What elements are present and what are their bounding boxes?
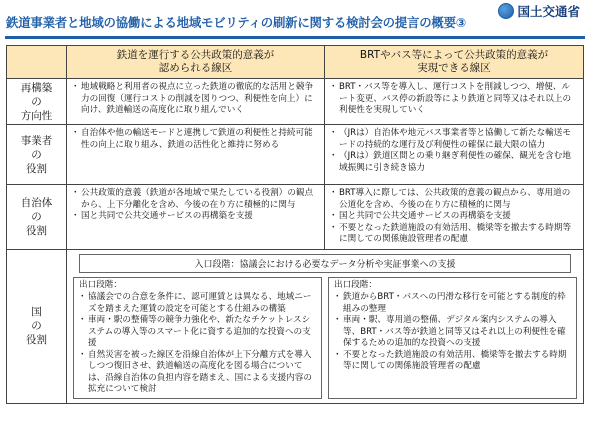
list-item: ・ 公共政策的意義（鉄道が各地域で果たしている役割）の観点から、上下分離化を含め、今後の在り方に積極的に関与 — [72, 188, 319, 211]
table-row — [7, 125, 584, 185]
row-header-direction-text: 再構築 の 方向性 — [20, 81, 53, 122]
table-corner — [7, 46, 67, 79]
ministry-badge — [498, 2, 580, 20]
col-header-rail — [67, 46, 325, 79]
title-underline — [5, 36, 585, 39]
table-row — [7, 79, 584, 125]
exit-stage-rail — [73, 277, 322, 399]
exit-stage-rail-label: 出口段階： — [79, 279, 122, 290]
row-header-municipality — [7, 185, 67, 250]
bullet-list — [330, 82, 578, 117]
col-header-rail-text: 鉄道を運行する公共政策的意義が 認められる線区 — [116, 49, 275, 74]
col-header-brt — [325, 46, 584, 79]
exit-stage-brt-label: 出口段階： — [334, 279, 377, 290]
bullet-list — [72, 82, 319, 117]
row-header-operator — [7, 125, 67, 185]
exit-stage-boxes — [73, 277, 577, 399]
list-item: ・ 国と共同で公共交通サービスの再構築を支援 — [72, 211, 319, 223]
list-item: ・ 不要となった鉄道施設の有効活用、橋梁等を撤去する時期等に関しての関係施設管理者の配慮 — [330, 223, 578, 246]
row-header-operator-text: 事業者 の 役割 — [20, 134, 53, 175]
bullet-list — [72, 188, 319, 223]
list-item: ・ BRT・バス等を導入し、運行コストを削減しつつ、増便、ルート変更、バス停の新設等により鉄道と同等又はそれ以上の利便性を実現していく — [330, 82, 578, 117]
row-header-national-text: 国 の 役割 — [26, 306, 47, 346]
ministry-logo-icon — [498, 3, 514, 19]
cell-direction-brt — [325, 79, 584, 125]
table-row — [7, 185, 584, 250]
list-item: ・ 地域戦略と利用者の視点に立った鉄道の徹底的な活用と競争力の回復（運行コストの削減を図りつつ、利便性を向上）に向け、鉄道輸送の高度化に取り組んでいく — [72, 82, 319, 117]
list-item: ・ 自然災害を被った線区を沿線自治体が上下分離方式を導入しつつ復旧させ、鉄道輸送の高度化を図る場合については、沿線自治体の負担内容を踏まえ、国による支援内容の拡充について検討 — [79, 350, 316, 396]
cell-operator-rail — [67, 125, 325, 185]
table-row — [7, 249, 584, 403]
list-item: ・ 不要となった鉄道施設の有効活用、橋梁等を撤去する時期等に関しての関係施設管理者の配慮 — [334, 350, 571, 373]
entry-stage-box: 入口段階：協議会における必要なデータ分析や実証事業への支援 — [79, 254, 571, 273]
bullet-list — [72, 128, 319, 151]
row-header-municipality-text: 自治体 の 役割 — [20, 196, 53, 237]
list-item: ・ （JRは）鉄道区間との乗り継ぎ利便性の確保、観光を含む地域振興に引き続き協力 — [330, 151, 578, 174]
slide-header — [0, 0, 590, 42]
list-item: ・ 協議会での合意を条件に、認可運賃とは異なる、地域ニーズを踏まえた運賃の設定を可能とする仕組みの構築 — [79, 292, 316, 315]
list-item: ・ 自治体や他の輸送モードと連携して鉄道の利便性と持続可能性の向上に取り組み、鉄道の活性化と維持に努める — [72, 128, 319, 151]
cell-municipality-brt — [325, 185, 584, 250]
cell-operator-brt — [325, 125, 584, 185]
ministry-name: 国土交通省 — [517, 4, 580, 19]
list-item: ・ 国と共同で公共交通サービスの再構築を支援 — [330, 211, 578, 223]
row-header-direction — [7, 79, 67, 125]
exit-stage-brt — [328, 277, 577, 399]
list-item: ・ BRT導入に際しては、公共政策的意義の観点から、専用道の公道化を含め、今後の在り方に積極的に関与 — [330, 188, 578, 211]
col-header-brt-text: BRTやバス等によって公共政策的意義が 実現できる線区 — [359, 49, 549, 74]
list-item: ・ 車両・駅、専用道の整備、デジタル案内システムの導入等、BRT・バス等が鉄道と同等又はそれ以上の利便性を確保するための追加的な投資への支援 — [334, 315, 571, 350]
bullet-list — [79, 292, 316, 396]
list-item: ・ 鉄道からBRT・バスへの円滑な移行を可能とする制度的枠組みの整理 — [334, 292, 571, 315]
bullet-list — [330, 128, 578, 174]
list-item: ・ 車両・駅の整備等の競争力強化や、新たなチケットレスシステムの導入等のスマート化に資する追加的な投資への支援 — [79, 315, 316, 350]
cell-municipality-rail — [67, 185, 325, 250]
slide-title: 鉄道事業者と地域の協働による地域モビリティの刷新に関する検討会の提言の概要③ — [6, 15, 467, 30]
list-item: ・ （JRは）自治体や地元バス事業者等と協働して新たな輸送モードの持続的な運行及び利便性の確保に最大限の協力 — [330, 128, 578, 151]
cell-national — [67, 249, 584, 403]
cell-direction-rail — [67, 79, 325, 125]
row-header-national — [7, 249, 67, 403]
bullet-list — [330, 188, 578, 246]
bullet-list — [334, 292, 571, 373]
table-header-row — [7, 46, 584, 79]
proposal-table — [6, 45, 584, 404]
